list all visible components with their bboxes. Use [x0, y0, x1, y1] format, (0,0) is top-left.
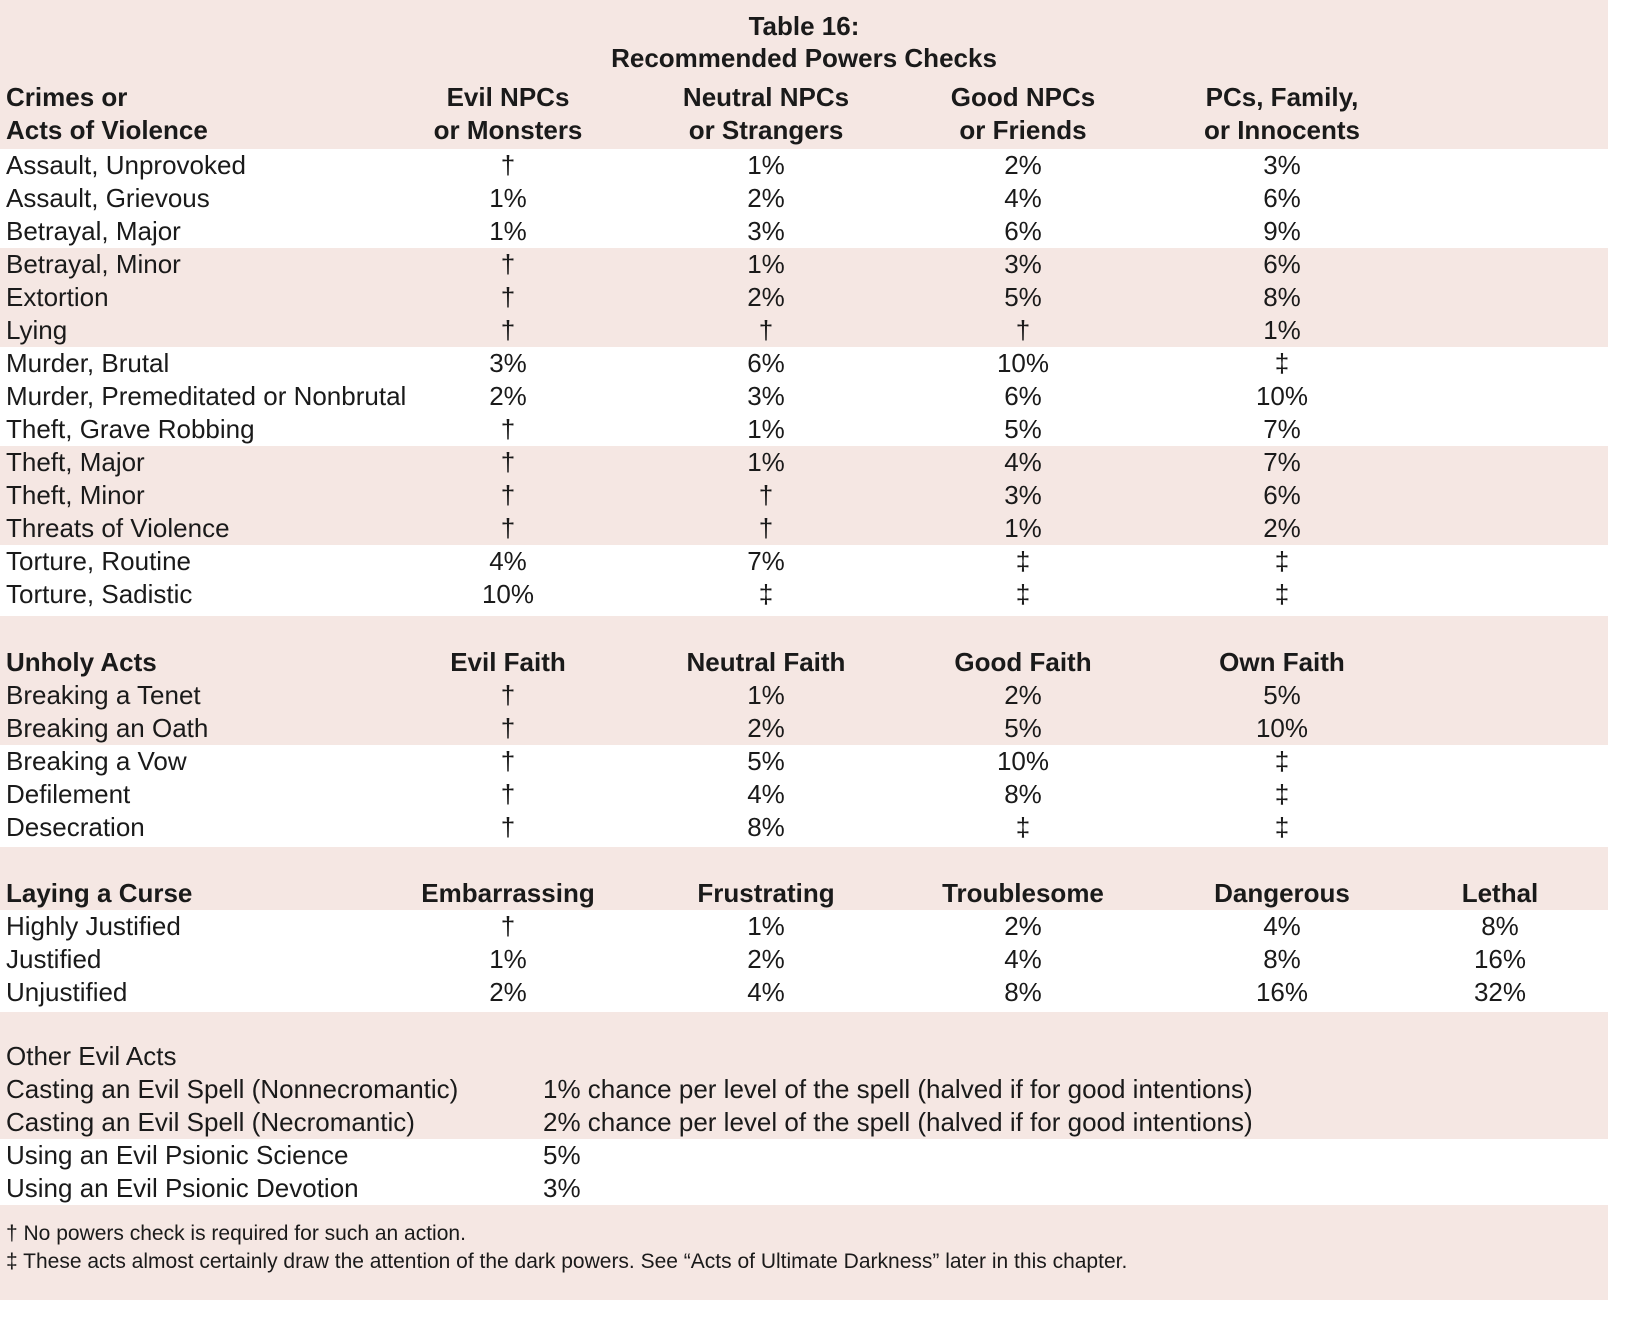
- row-value: 5%: [1004, 713, 1042, 743]
- footnote-dagger: † No powers check is required for such an action.: [6, 1222, 466, 1245]
- table-row: [0, 1172, 1608, 1205]
- row-label: Theft, Minor: [6, 480, 145, 510]
- row-value: †: [500, 447, 516, 477]
- row-value: 8%: [1263, 944, 1301, 974]
- row-value: 1%: [489, 944, 527, 974]
- row-value: 3%: [747, 381, 785, 411]
- row-value: †: [500, 713, 516, 743]
- table-row: [0, 281, 1608, 314]
- row-value: 2% chance per level of the spell (halved if for good intentions): [543, 1107, 1253, 1137]
- header-cell: Good Faith: [954, 647, 1092, 677]
- header-cell: Troublesome: [942, 878, 1104, 908]
- table-row: [0, 1139, 1608, 1172]
- header-cell: Acts of Violence: [6, 115, 208, 145]
- row-label: Desecration: [6, 812, 145, 842]
- other-header: [0, 1040, 1608, 1073]
- row-value: 8%: [1263, 282, 1301, 312]
- header-cell: or Innocents: [1203, 115, 1360, 145]
- row-value: †: [758, 513, 774, 543]
- header-cell: Own Faith: [1219, 647, 1345, 677]
- row-value: †: [758, 480, 774, 510]
- row-value: ‡: [1274, 812, 1290, 842]
- table-row: [0, 248, 1608, 281]
- table-title-line2: Recommended Powers Checks: [611, 43, 997, 73]
- row-value: ‡: [1274, 546, 1290, 576]
- table-row: [0, 976, 1608, 1012]
- row-value: ‡: [1274, 348, 1290, 378]
- row-value: 3%: [747, 216, 785, 246]
- table-row: [0, 479, 1608, 512]
- table-row: [0, 910, 1608, 943]
- row-value: †: [500, 779, 516, 809]
- row-value: †: [500, 513, 516, 543]
- row-value: †: [500, 249, 516, 279]
- row-value: 1%: [1004, 513, 1042, 543]
- row-value: 6%: [1263, 183, 1301, 213]
- row-label: Breaking a Tenet: [6, 680, 201, 710]
- header-cell: Embarrassing: [421, 878, 595, 908]
- header-cell: Frustrating: [697, 878, 835, 908]
- row-value: 4%: [1004, 944, 1042, 974]
- row-value: †: [1015, 315, 1031, 345]
- row-label: Betrayal, Major: [6, 216, 181, 246]
- row-value: 6%: [747, 348, 785, 378]
- row-value: 7%: [1263, 414, 1301, 444]
- row-value: 2%: [1004, 911, 1042, 941]
- row-value: 2%: [489, 977, 527, 1007]
- row-value: 5%: [543, 1140, 581, 1170]
- table-row: [0, 446, 1608, 479]
- row-value: 10%: [481, 579, 535, 609]
- table-row: [0, 545, 1608, 578]
- row-value: ‡: [1274, 579, 1290, 609]
- row-value: 10%: [996, 746, 1050, 776]
- row-label: Unjustified: [6, 977, 128, 1007]
- row-value: ‡: [1274, 746, 1290, 776]
- table-row: [0, 215, 1608, 248]
- header-cell: Crimes or: [6, 82, 128, 112]
- row-value: 10%: [1255, 381, 1309, 411]
- row-value: 8%: [747, 812, 785, 842]
- row-value: †: [500, 414, 516, 444]
- row-value: 1%: [489, 183, 527, 213]
- row-value: 1%: [747, 414, 785, 444]
- row-label: Theft, Grave Robbing: [6, 414, 255, 444]
- crimes-header-line2: [0, 115, 1608, 148]
- row-value: 7%: [747, 546, 785, 576]
- row-label: Murder, Premeditated or Nonbrutal: [6, 381, 407, 411]
- header-cell: or Strangers: [688, 115, 844, 145]
- table-row: [0, 380, 1608, 413]
- row-value: 2%: [1263, 513, 1301, 543]
- row-value: ‡: [1274, 779, 1290, 809]
- header-cell: Laying a Curse: [6, 878, 193, 908]
- row-value: 2%: [747, 713, 785, 743]
- row-label: Torture, Routine: [6, 546, 191, 576]
- crimes-header-line1: [0, 82, 1608, 115]
- row-value: 16%: [1473, 944, 1527, 974]
- row-label: Extortion: [6, 282, 109, 312]
- row-value: ‡: [758, 579, 774, 609]
- row-value: 8%: [1004, 779, 1042, 809]
- row-value: 4%: [489, 546, 527, 576]
- header-cell: or Monsters: [433, 115, 583, 145]
- header-cell: Evil NPCs: [446, 82, 570, 112]
- header-cell: Unholy Acts: [6, 647, 157, 677]
- row-value: †: [500, 282, 516, 312]
- row-label: Lying: [6, 315, 68, 345]
- curse-header: [0, 877, 1608, 910]
- row-label: Theft, Major: [6, 447, 145, 477]
- row-label: Assault, Grievous: [6, 183, 210, 213]
- row-label: Assault, Unprovoked: [6, 150, 246, 180]
- table-row: [0, 413, 1608, 446]
- row-label: Defilement: [6, 779, 131, 809]
- row-value: 5%: [1004, 282, 1042, 312]
- row-value: 6%: [1004, 381, 1042, 411]
- row-value: 8%: [1004, 977, 1042, 1007]
- header-cell: Evil Faith: [450, 647, 566, 677]
- row-value: 1%: [747, 249, 785, 279]
- table-row: [0, 347, 1608, 380]
- row-value: 32%: [1473, 977, 1527, 1007]
- row-label: Breaking a Vow: [6, 746, 187, 776]
- row-value: 2%: [1004, 150, 1042, 180]
- row-value: 10%: [996, 348, 1050, 378]
- row-label: Highly Justified: [6, 911, 181, 941]
- row-value: ‡: [1015, 546, 1031, 576]
- row-value: ‡: [1015, 812, 1031, 842]
- row-label: Betrayal, Minor: [6, 249, 181, 279]
- row-value: 1%: [1263, 315, 1301, 345]
- table-row: [0, 943, 1608, 976]
- row-value: 4%: [747, 977, 785, 1007]
- row-value: 8%: [1481, 911, 1519, 941]
- row-value: 6%: [1263, 249, 1301, 279]
- row-value: 2%: [489, 381, 527, 411]
- row-value: †: [500, 812, 516, 842]
- row-label: Justified: [6, 944, 102, 974]
- row-value: 2%: [747, 183, 785, 213]
- header-cell: PCs, Family,: [1205, 82, 1359, 112]
- row-value: 3%: [489, 348, 527, 378]
- row-label: Murder, Brutal: [6, 348, 170, 378]
- row-label: Threats of Violence: [6, 513, 230, 543]
- header-cell: Neutral NPCs: [682, 82, 850, 112]
- row-value: 3%: [1004, 249, 1042, 279]
- row-value: 1%: [747, 447, 785, 477]
- table-row: [0, 811, 1608, 847]
- table-row: [0, 1073, 1608, 1106]
- row-value: 1%: [747, 911, 785, 941]
- row-value: †: [500, 746, 516, 776]
- row-label: Casting an Evil Spell (Nonnecromantic): [6, 1074, 459, 1104]
- row-value: 6%: [1263, 480, 1301, 510]
- row-value: 3%: [1263, 150, 1301, 180]
- table-row: [0, 314, 1608, 347]
- header-cell: Good NPCs: [950, 82, 1096, 112]
- header-cell: or Friends: [959, 115, 1087, 145]
- row-value: 10%: [1255, 713, 1309, 743]
- row-value: †: [500, 480, 516, 510]
- row-value: 4%: [1004, 183, 1042, 213]
- row-value: 3%: [1004, 480, 1042, 510]
- table-row: [0, 712, 1608, 745]
- row-value: 3%: [543, 1173, 581, 1203]
- row-value: 2%: [747, 282, 785, 312]
- table-row: [0, 512, 1608, 545]
- table-row: [0, 745, 1608, 778]
- footnote-double-dagger: ‡ These acts almost certainly draw the attention of the dark powers. See “Acts of Ultimate Darkness” later in this chapter.: [6, 1250, 1128, 1273]
- row-label: Casting an Evil Spell (Necromantic): [6, 1107, 415, 1137]
- row-value: 5%: [1263, 680, 1301, 710]
- header-cell: Dangerous: [1214, 878, 1350, 908]
- row-value: 7%: [1263, 447, 1301, 477]
- row-value: 4%: [747, 779, 785, 809]
- header-cell: Other Evil Acts: [6, 1041, 177, 1071]
- row-label: Using an Evil Psionic Devotion: [6, 1173, 359, 1203]
- row-value: †: [500, 911, 516, 941]
- header-cell: Lethal: [1461, 878, 1539, 908]
- row-value: 6%: [1004, 216, 1042, 246]
- row-value: †: [500, 150, 516, 180]
- row-value: †: [758, 315, 774, 345]
- table-row: [0, 149, 1608, 182]
- table-row: [0, 778, 1608, 811]
- row-value: 2%: [747, 944, 785, 974]
- row-value: 2%: [1004, 680, 1042, 710]
- row-label: Torture, Sadistic: [6, 579, 193, 609]
- row-value: †: [500, 315, 516, 345]
- row-value: 4%: [1263, 911, 1301, 941]
- row-value: †: [500, 680, 516, 710]
- table-row: [0, 578, 1608, 616]
- unholy-header: [0, 646, 1608, 679]
- row-value: 5%: [1004, 414, 1042, 444]
- row-label: Using an Evil Psionic Science: [6, 1140, 349, 1170]
- row-value: ‡: [1015, 579, 1031, 609]
- row-value: 16%: [1255, 977, 1309, 1007]
- row-label: Breaking an Oath: [6, 713, 209, 743]
- row-value: 1% chance per level of the spell (halved if for good intentions): [543, 1074, 1253, 1104]
- row-value: 5%: [747, 746, 785, 776]
- table-row: [0, 679, 1608, 712]
- row-value: 1%: [489, 216, 527, 246]
- header-cell: Neutral Faith: [686, 647, 846, 677]
- table-title-line1: Table 16:: [748, 11, 860, 41]
- row-value: 4%: [1004, 447, 1042, 477]
- row-value: 9%: [1263, 216, 1301, 246]
- table-row: [0, 182, 1608, 215]
- row-value: 1%: [747, 150, 785, 180]
- row-value: 1%: [747, 680, 785, 710]
- table-row: [0, 1106, 1608, 1139]
